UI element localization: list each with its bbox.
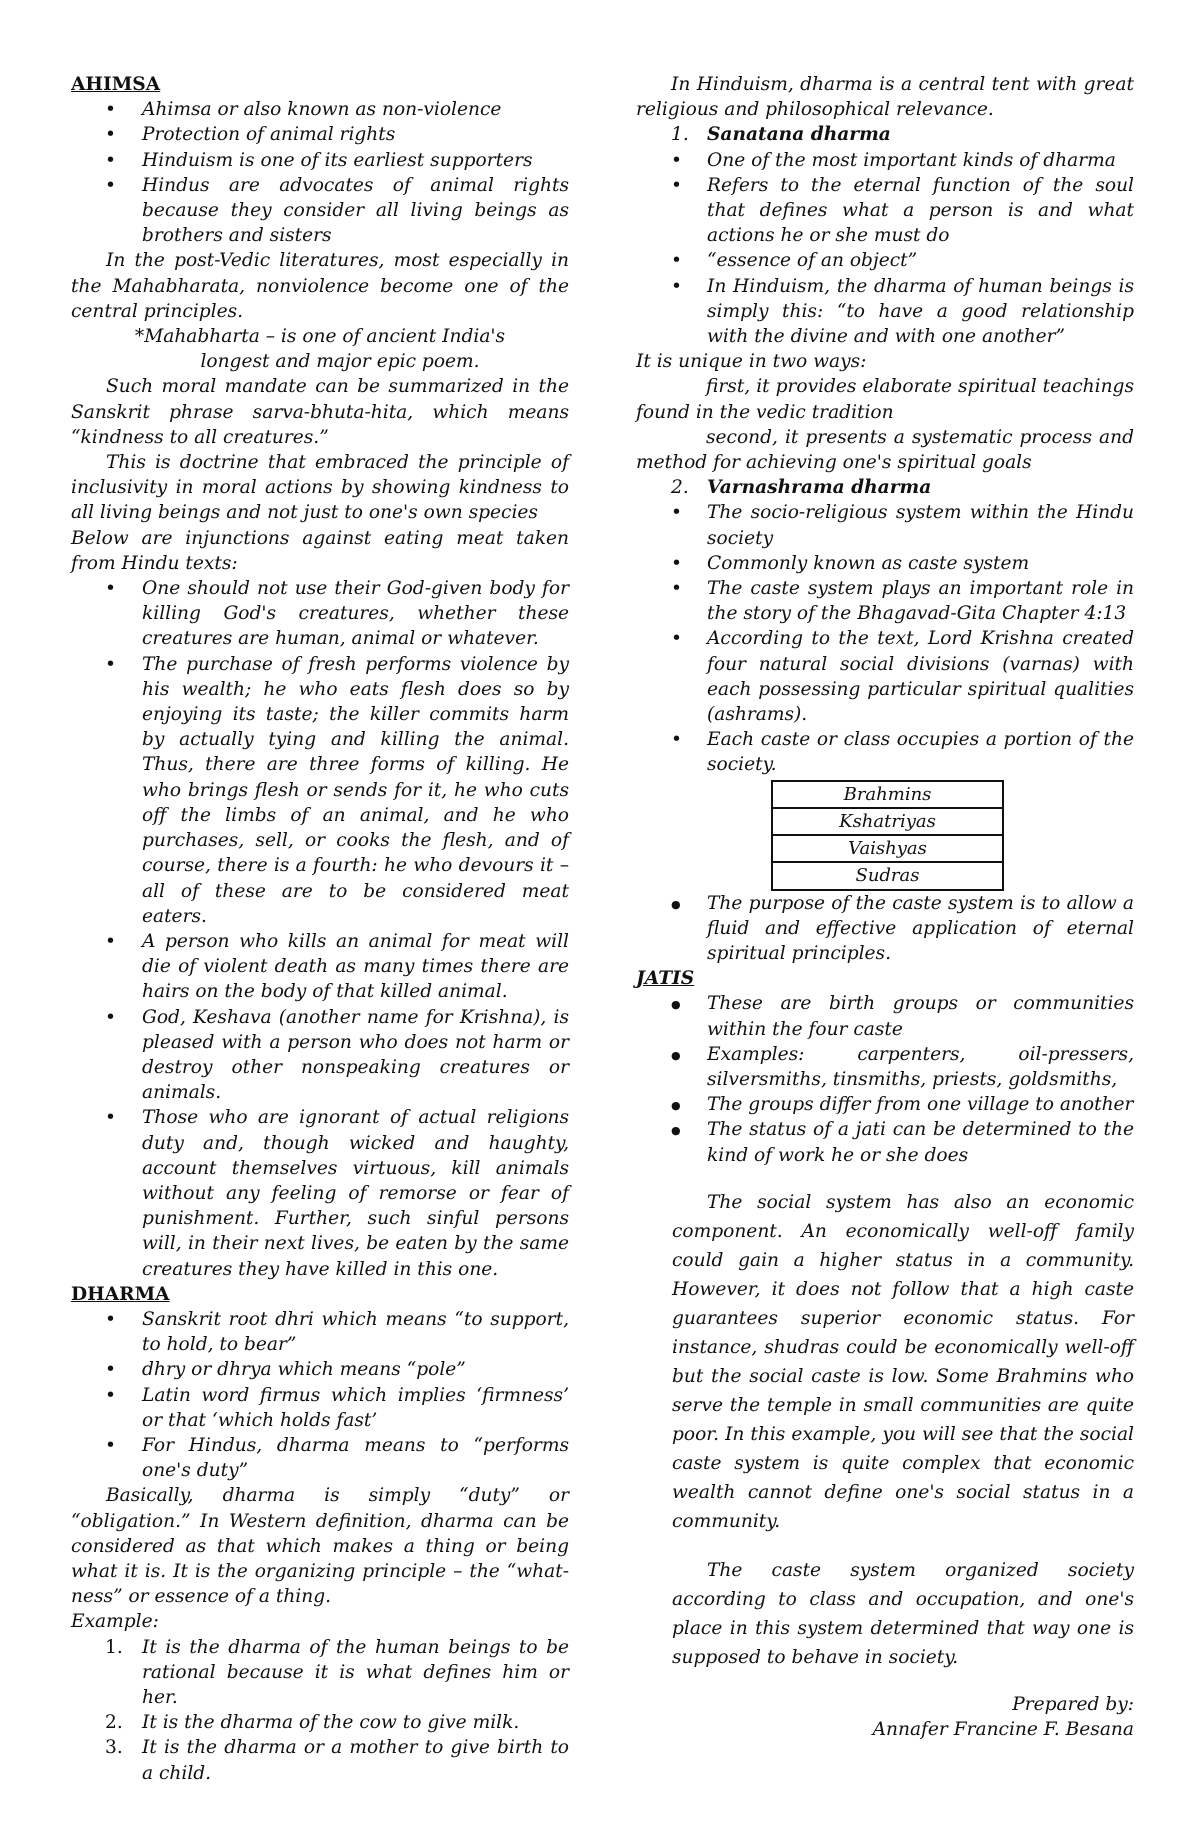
list-item: • God, Keshava (another name for Krishna), is pleased with a person who does not harm or destroy other nonspeaking creatures or animals. (71, 1005, 569, 1106)
list-item: • Commonly known as caste system (636, 551, 1134, 576)
list-item: • The caste system plays an important role in the story of the Bhagavad-Gita Chapter 4:13 (636, 576, 1134, 626)
jatis-heading: JATIS (636, 968, 695, 990)
injunctions-list (71, 576, 569, 1282)
varnashrama-heading (636, 475, 1134, 500)
list-item: • Hindus are advocates of animal rights because they consider all living beings as brothers and sisters (71, 173, 569, 249)
list-item (71, 1735, 569, 1785)
caste-organization-paragraph: The caste system organized society according to class and occupation, and one's place in this system determined that way one is supposed to behave in society. (672, 1559, 1134, 1668)
list-item: • “essence of an object” (636, 248, 1134, 273)
table-row (772, 862, 1003, 889)
basically-paragraph: Basically, dharma is simply “duty” or “obligation.” In Western definition, dharma can be considered as that which makes a thing or being what it is. It is the organizing principle – the “what-ness” or essence of a thing. (71, 1485, 569, 1608)
dharma-intro-paragraph: In Hinduism, dharma is a central tent with great religious and philosophical relevance. (636, 74, 1134, 121)
mahabharata-note-line2: longest and major epic poem. (200, 351, 480, 373)
item-number: 1. (105, 1636, 123, 1658)
list-item: • Ahimsa or also known as non-violence (71, 97, 569, 122)
list-item: • Refers to the eternal function of the soul that defines what a person is and what actions he or she must do (636, 173, 1134, 249)
list-item: • Protection of animal rights (71, 122, 569, 147)
list-item: • Sanskrit root dhri which means “to support, to hold, to bear” (71, 1307, 569, 1357)
item-number: 2. (105, 1712, 123, 1734)
list-item: ● The status of a jati can be determined to the kind of work he or she does (636, 1117, 1134, 1167)
list-item: ● The purpose of the caste system is to allow a fluid and effective application of eternal spiritual principles. (636, 891, 1134, 967)
list-item: • One of the most important kinds of dharma (636, 148, 1134, 173)
list-item: • The purchase of fresh performs violence by his wealth; he who eats flesh does so by enjoying its taste; the killer commits harm by actually tying and killing the animal. Thus, there are three forms of killing. He who brings flesh or sends for it, he who cuts off the limbs of an animal, and he who purchases, sell, or cooks the flesh, and of course, there is a fourth: he who devours it – all of these are to be considered meat eaters. (71, 652, 569, 929)
mahabharata-note-line1: *Mahabharta – is one of ancient India's (134, 326, 506, 348)
social-system-paragraph: The social system has also an economic component. An economically well-off family could gain a higher status in a community. However, it does not follow that a high caste guarantees superior economic status. For instance, shudras could be economically well-off but the social caste is low. Some Brahmins who serve the temple in small communities are quite poor. In this example, you will see that the social caste system is quite complex that economic wealth cannot define one's social status in a community. (672, 1191, 1134, 1532)
doctrine-paragraph: This is doctrine that embraced the principle of inclusivity in moral actions by showing kindness to all living beings and not just to one's own species (71, 452, 569, 524)
list-item: • Those who are ignorant of actual religions duty and, though wicked and haughty, account themselves virtuous, kill animals without any feeling of remorse or fear of punishment. Further, such sinful persons will, in their next lives, be eaten by the same creatures they have killed in this one. (71, 1105, 569, 1281)
ahimsa-list (71, 97, 569, 248)
list-item: • The socio-religious system within the Hindu society (636, 500, 1134, 550)
item-text: It is the dharma or a mother to give birth to a child. (142, 1737, 569, 1784)
table-row (772, 835, 1003, 862)
dharma-list (71, 1307, 569, 1483)
sanatana-heading (636, 122, 1134, 147)
caste-cell: Vaishyas (772, 835, 1003, 862)
table-row (772, 808, 1003, 835)
list-item: • Each caste or class occupies a portion of the society. (636, 727, 1134, 777)
list-item (71, 1635, 569, 1711)
section-title: Varnashrama dharma (707, 477, 932, 499)
section-number: 2. (671, 477, 689, 499)
left-column (71, 72, 569, 1786)
second-way-paragraph: second, it presents a systematic process and method for achieving one's spiritual goals (636, 426, 1134, 474)
first-way-paragraph: first, it provides elaborate spiritual teachings found in the vedic tradition (636, 376, 1134, 423)
list-item: ● Examples: carpenters, oil-pressers, silversmiths, tinsmiths, priests, goldsmiths, (636, 1042, 1134, 1092)
caste-table (771, 780, 1004, 891)
injunctions-intro: Below are injunctions against eating meat taken from Hindu texts: (71, 527, 569, 574)
jatis-list (636, 991, 1134, 1167)
item-number: 3. (105, 1737, 123, 1759)
list-item: • One should not use their God-given body for killing God's creatures, whether these creatures are human, animal or whatever. (71, 576, 569, 652)
author-name: Annafer Francine F. Besana (872, 1718, 1134, 1740)
list-item: ● These are birth groups or communities within the four caste (636, 991, 1134, 1041)
caste-cell: Sudras (772, 862, 1003, 889)
item-text: It is the dharma of the human beings to be rational because it is what defines him or her. (142, 1636, 569, 1708)
list-item: • A person who kills an animal for meat will die of violent death as many times there are hairs on the body of that killed animal. (71, 929, 569, 1005)
prepared-by-label: Prepared by: (1012, 1693, 1134, 1715)
list-item (71, 1710, 569, 1735)
moral-mandate-paragraph: Such moral mandate can be summarized in the Sanskrit phrase sarva-bhuta-hita, which means “kindness to all creatures.” (71, 376, 569, 448)
ahimsa-heading: AHIMSA (71, 74, 161, 95)
list-item: • For Hindus, dharma means to “performs one's duty” (71, 1433, 569, 1483)
item-text: It is the dharma of the cow to give milk. (142, 1712, 520, 1734)
examples-list (71, 1635, 569, 1786)
varnashrama-list (636, 500, 1134, 777)
purpose-list (636, 891, 1134, 967)
list-item: • Latin word firmus which implies ‘firmness’ or that ‘which holds fast’ (71, 1383, 569, 1433)
list-item: • dhry or dhrya which means “pole” (71, 1357, 569, 1382)
post-vedic-paragraph: In the post-Vedic literatures, most especially in the Mahabharata, nonviolence become one of the central principles. (71, 250, 569, 322)
caste-cell: Brahmins (772, 781, 1003, 808)
caste-cell: Kshatriyas (772, 808, 1003, 835)
example-label: Example: (71, 1611, 159, 1633)
list-item: • In Hinduism, the dharma of human beings is simply this: “to have a good relationship with the divine and with one another” (636, 274, 1134, 350)
list-item: • Hinduism is one of its earliest supporters (71, 148, 569, 173)
right-column (636, 72, 1134, 1742)
section-title: Sanatana dharma (707, 124, 891, 146)
sanatana-list (636, 148, 1134, 350)
unique-intro: It is unique in two ways: (636, 351, 867, 373)
section-number: 1. (671, 124, 689, 146)
list-item: • According to the text, Lord Krishna created four natural social divisions (varnas) with each possessing particular spiritual qualities (ashrams). (636, 626, 1134, 727)
dharma-heading: DHARMA (71, 1283, 170, 1305)
list-item: ● The groups differ from one village to another (636, 1092, 1134, 1117)
table-row (772, 781, 1003, 808)
